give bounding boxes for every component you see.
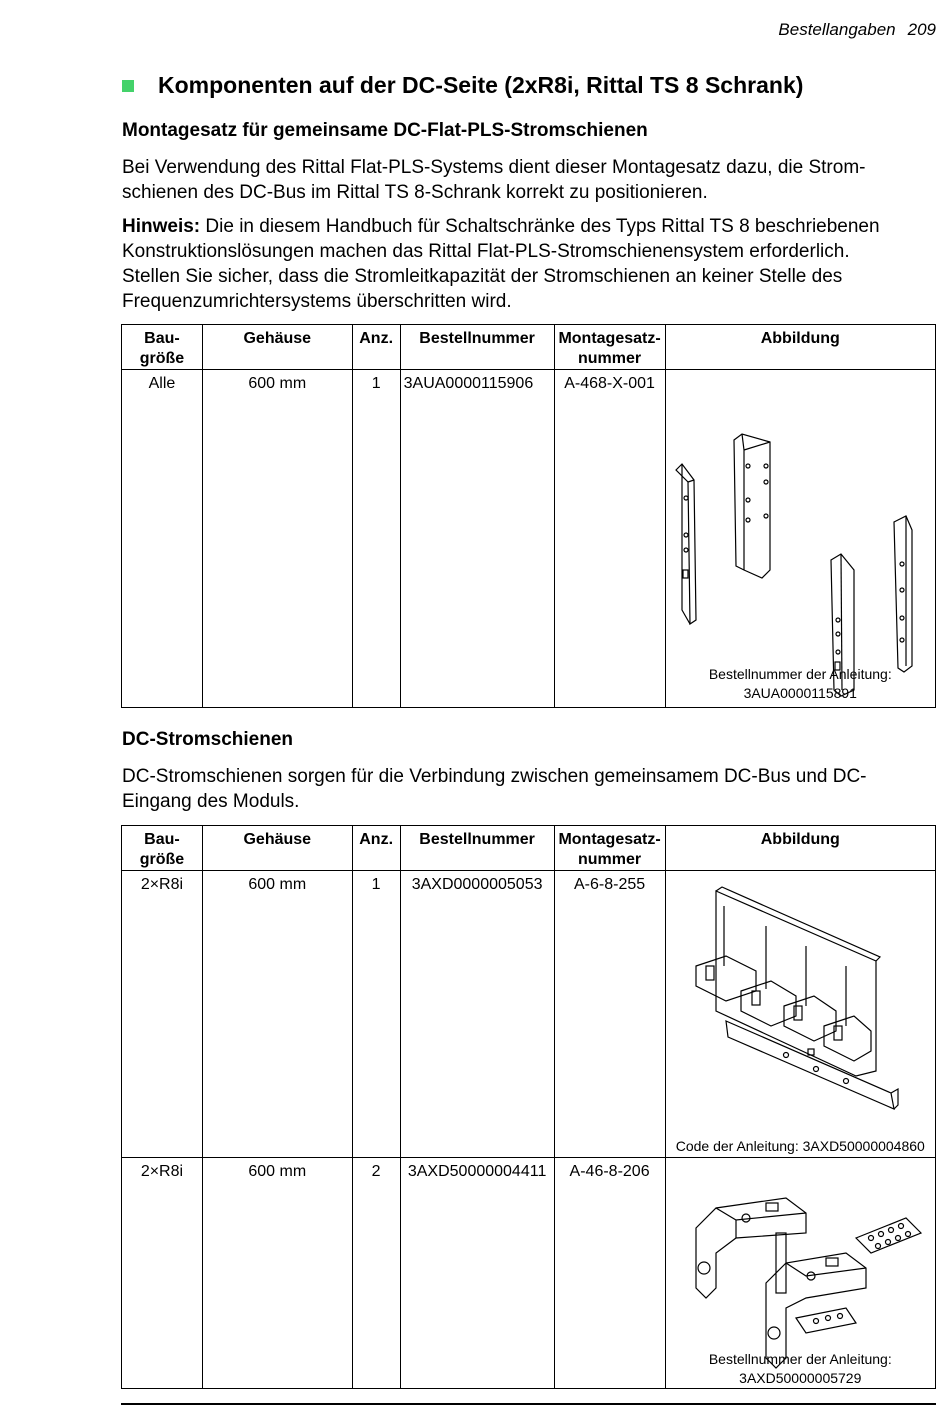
heading-bullet-icon	[122, 80, 134, 92]
cell-figure	[665, 370, 935, 708]
note-label: Hinweis:	[122, 216, 201, 237]
col-header-housing: Gehäuse	[202, 325, 352, 370]
figure-caption: Code der Anleitung: 3AXD50000004860	[675, 1138, 925, 1154]
col-header-size: Bau- größe	[122, 325, 203, 370]
cell-figure	[665, 871, 935, 1158]
col-header-size: Bau- größe	[122, 826, 203, 871]
cell-figure	[665, 1158, 935, 1389]
section1-intro	[122, 155, 937, 205]
cell-kit-no: A-46-8-206	[554, 1158, 665, 1389]
table-header-row	[122, 325, 936, 370]
cell-qty: 1	[352, 871, 400, 1158]
figure-caption: Bestellnummer der Anleitung: 3AUA0000115891	[708, 666, 892, 701]
running-head-section: Bestellangaben	[778, 20, 896, 39]
col-header-kit-no: Montagesatz- nummer	[554, 826, 665, 871]
cell-qty: 1	[352, 370, 400, 708]
cell-order-no: 3AXD0000005053	[400, 871, 554, 1158]
col-header-figure: Abbildung	[665, 325, 935, 370]
page-number: 209	[907, 20, 936, 39]
bottom-rule	[121, 1403, 936, 1405]
section2-intro-line: Eingang des Moduls.	[122, 791, 300, 812]
section1-title: Montagesatz für gemeinsame DC-Flat-PLS-Stromschienen	[122, 120, 648, 141]
section2-title: DC-Stromschienen	[122, 729, 294, 750]
cell-housing: 600 mm	[202, 1158, 352, 1389]
col-header-qty: Anz.	[352, 325, 400, 370]
note-line: Frequenzumrichtersystems überschritten wird.	[122, 291, 512, 312]
figure-caption: Bestellnummer der Anleitung: 3AXD50000005729	[708, 1351, 892, 1386]
section2-intro-line: DC-Stromschienen sorgen für die Verbindung zwischen gemeinsamem DC-Bus und DC-	[122, 766, 867, 787]
section1-note	[122, 214, 937, 314]
dc-busbar-assembly-drawing	[666, 871, 936, 1158]
cell-order-no: 3AXD50000004411	[400, 1158, 554, 1389]
section1-intro-line: schienen des DC-Bus im Rittal TS 8-Schrank korrekt zu positionieren.	[122, 182, 708, 203]
busbar-table	[121, 825, 936, 1389]
cell-size: 2×R8i	[122, 1158, 203, 1389]
cell-kit-no: A-468-X-001	[554, 370, 665, 708]
section2-intro	[122, 764, 937, 814]
cell-kit-no: A-6-8-255	[554, 871, 665, 1158]
mounting-kit-table	[121, 324, 936, 708]
section1-intro-line: Bei Verwendung des Rittal Flat-PLS-Systems dient dieser Montagesatz dazu, die Strom-	[122, 157, 866, 178]
col-header-order-no: Bestellnummer	[400, 826, 554, 871]
col-header-figure: Abbildung	[665, 826, 935, 871]
cell-size: Alle	[122, 370, 203, 708]
running-head	[778, 20, 936, 40]
note-line: Stellen Sie sicher, dass die Stromleitkapazität der Stromschienen an keiner Stelle des	[122, 266, 843, 287]
table-row	[122, 1158, 936, 1389]
col-header-kit-no: Montagesatz- nummer	[554, 325, 665, 370]
cell-qty: 2	[352, 1158, 400, 1389]
cell-housing: 600 mm	[202, 370, 352, 708]
mounting-bracket-drawing	[666, 370, 936, 708]
table-header-row	[122, 826, 936, 871]
cell-housing: 600 mm	[202, 871, 352, 1158]
col-header-housing: Gehäuse	[202, 826, 352, 871]
cell-size: 2×R8i	[122, 871, 203, 1158]
table-row	[122, 871, 936, 1158]
col-header-qty: Anz.	[352, 826, 400, 871]
col-header-order-no: Bestellnummer	[400, 325, 554, 370]
page-heading: Komponenten auf der DC-Seite (2xR8i, Rittal TS 8 Schrank)	[158, 72, 804, 98]
note-line: Die in diesem Handbuch für Schaltschränke des Typs Rittal TS 8 beschriebenen	[200, 216, 880, 237]
table-row	[122, 370, 936, 708]
cell-order-no: 3AUA0000115906	[400, 370, 554, 708]
note-line: Konstruktionslösungen machen das Rittal Flat-PLS-Stromschienensystem erforderlich.	[122, 241, 850, 262]
